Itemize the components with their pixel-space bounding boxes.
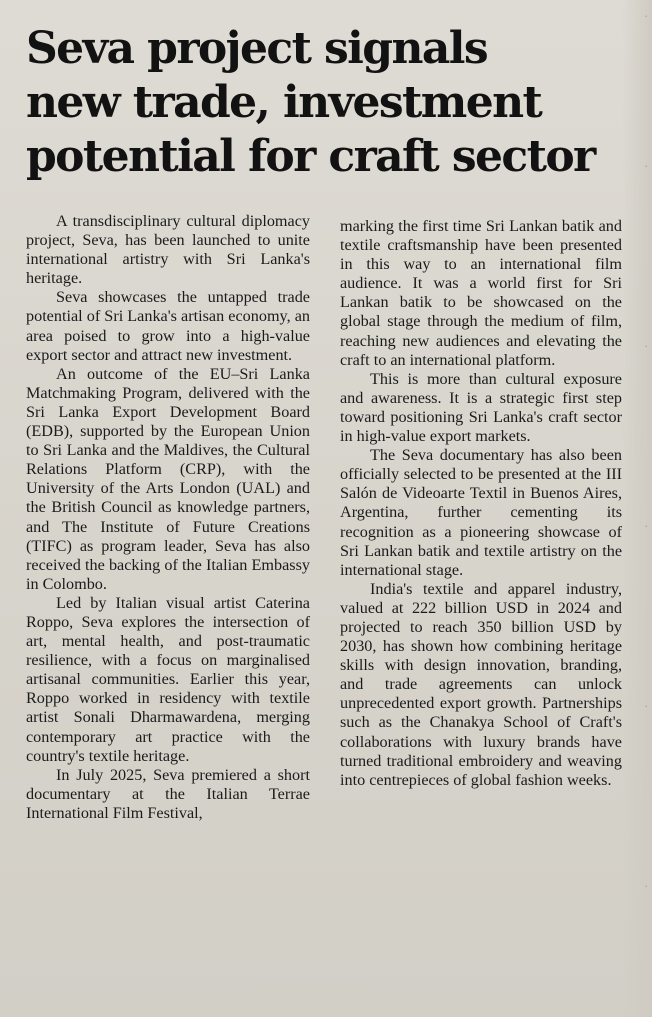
body-paragraph: An outcome of the EU–Sri Lanka Matchmaking Program, delivered with the Sri Lanka Export Development Board (EDB), supported by the European Union to Sri Lanka and the Maldives, the Cultural Relations Platform (CRP), with the University of the Arts London (UAL) and the British Council as knowledge partners, and The Institute of Future Creations (TIFC) as program leader, Seva has also received the backing of the Italian Embassy in Colombo. — [26, 364, 310, 593]
body-paragraph: This is more than cultural exposure and awareness. It is a strategic first step toward positioning Sri Lanka's craft sector in high-value export markets. — [340, 369, 622, 446]
body-paragraph: The Seva documentary has also been officially selected to be presented at the III Salón de Videoarte Textil in Buenos Aires, Argentina, further cementing its recognition as a pioneering showcase of Sri Lankan batik and textile artistry on the international stage. — [340, 446, 622, 579]
headline-line: Seva project signals — [26, 23, 488, 74]
headline-line: new trade, investment — [26, 77, 542, 128]
article-column-right — [340, 217, 622, 790]
body-paragraph: India's textile and apparel industry, valued at 222 billion USD in 2024 and projected to reach 350 billion USD by 2030, has shown how combining heritage skills with design innovation, branding, and trade agreements can unlock unprecedented export growth. Partnerships such as the Chanakya School of Craft's collaborations with luxury brands have turned traditional embroidery and weaving into centrepieces of global fashion weeks. — [340, 579, 622, 789]
edge-fragment: · — [644, 160, 648, 173]
edge-fragment: · — [644, 340, 648, 353]
adjacent-column-edge — [622, 0, 652, 1017]
edge-fragment: · — [644, 520, 648, 533]
body-paragraph: Seva showcases the untapped trade potential of Sri Lanka's artisan economy, an area poised to grow into a high-value export sector and attract new investment. — [26, 288, 310, 364]
edge-fragment: · — [644, 700, 648, 713]
edge-fragment: · — [644, 10, 648, 23]
body-paragraph: A transdisciplinary cultural diplomacy project, Seva, has been launched to unite international artistry with Sri Lanka's heritage. — [26, 212, 310, 288]
edge-fragment: · — [644, 880, 648, 893]
article-column-left — [26, 212, 310, 823]
article-headline — [26, 22, 626, 184]
body-paragraph: In July 2025, Seva premiered a short documentary at the Italian Terrae International Film Festival, — [26, 765, 310, 822]
body-paragraph: marking the first time Sri Lankan batik and textile craftsmanship have been presented in this way to an international film audience. It was a world first for Sri Lankan batik to be showcased on the global stage through the medium of film, reaching new audiences and elevating the craft to an international platform. — [340, 217, 622, 369]
headline-line: potential for craft sector — [26, 131, 595, 182]
body-paragraph: Led by Italian visual artist Caterina Roppo, Seva explores the intersection of art, mental health, and post-traumatic resilience, with a focus on marginalised artisanal communities. Earlier this year, Roppo worked in residency with textile artist Sonali Dharmawardena, merging contemporary art practice with the country's textile heritage. — [26, 593, 310, 765]
